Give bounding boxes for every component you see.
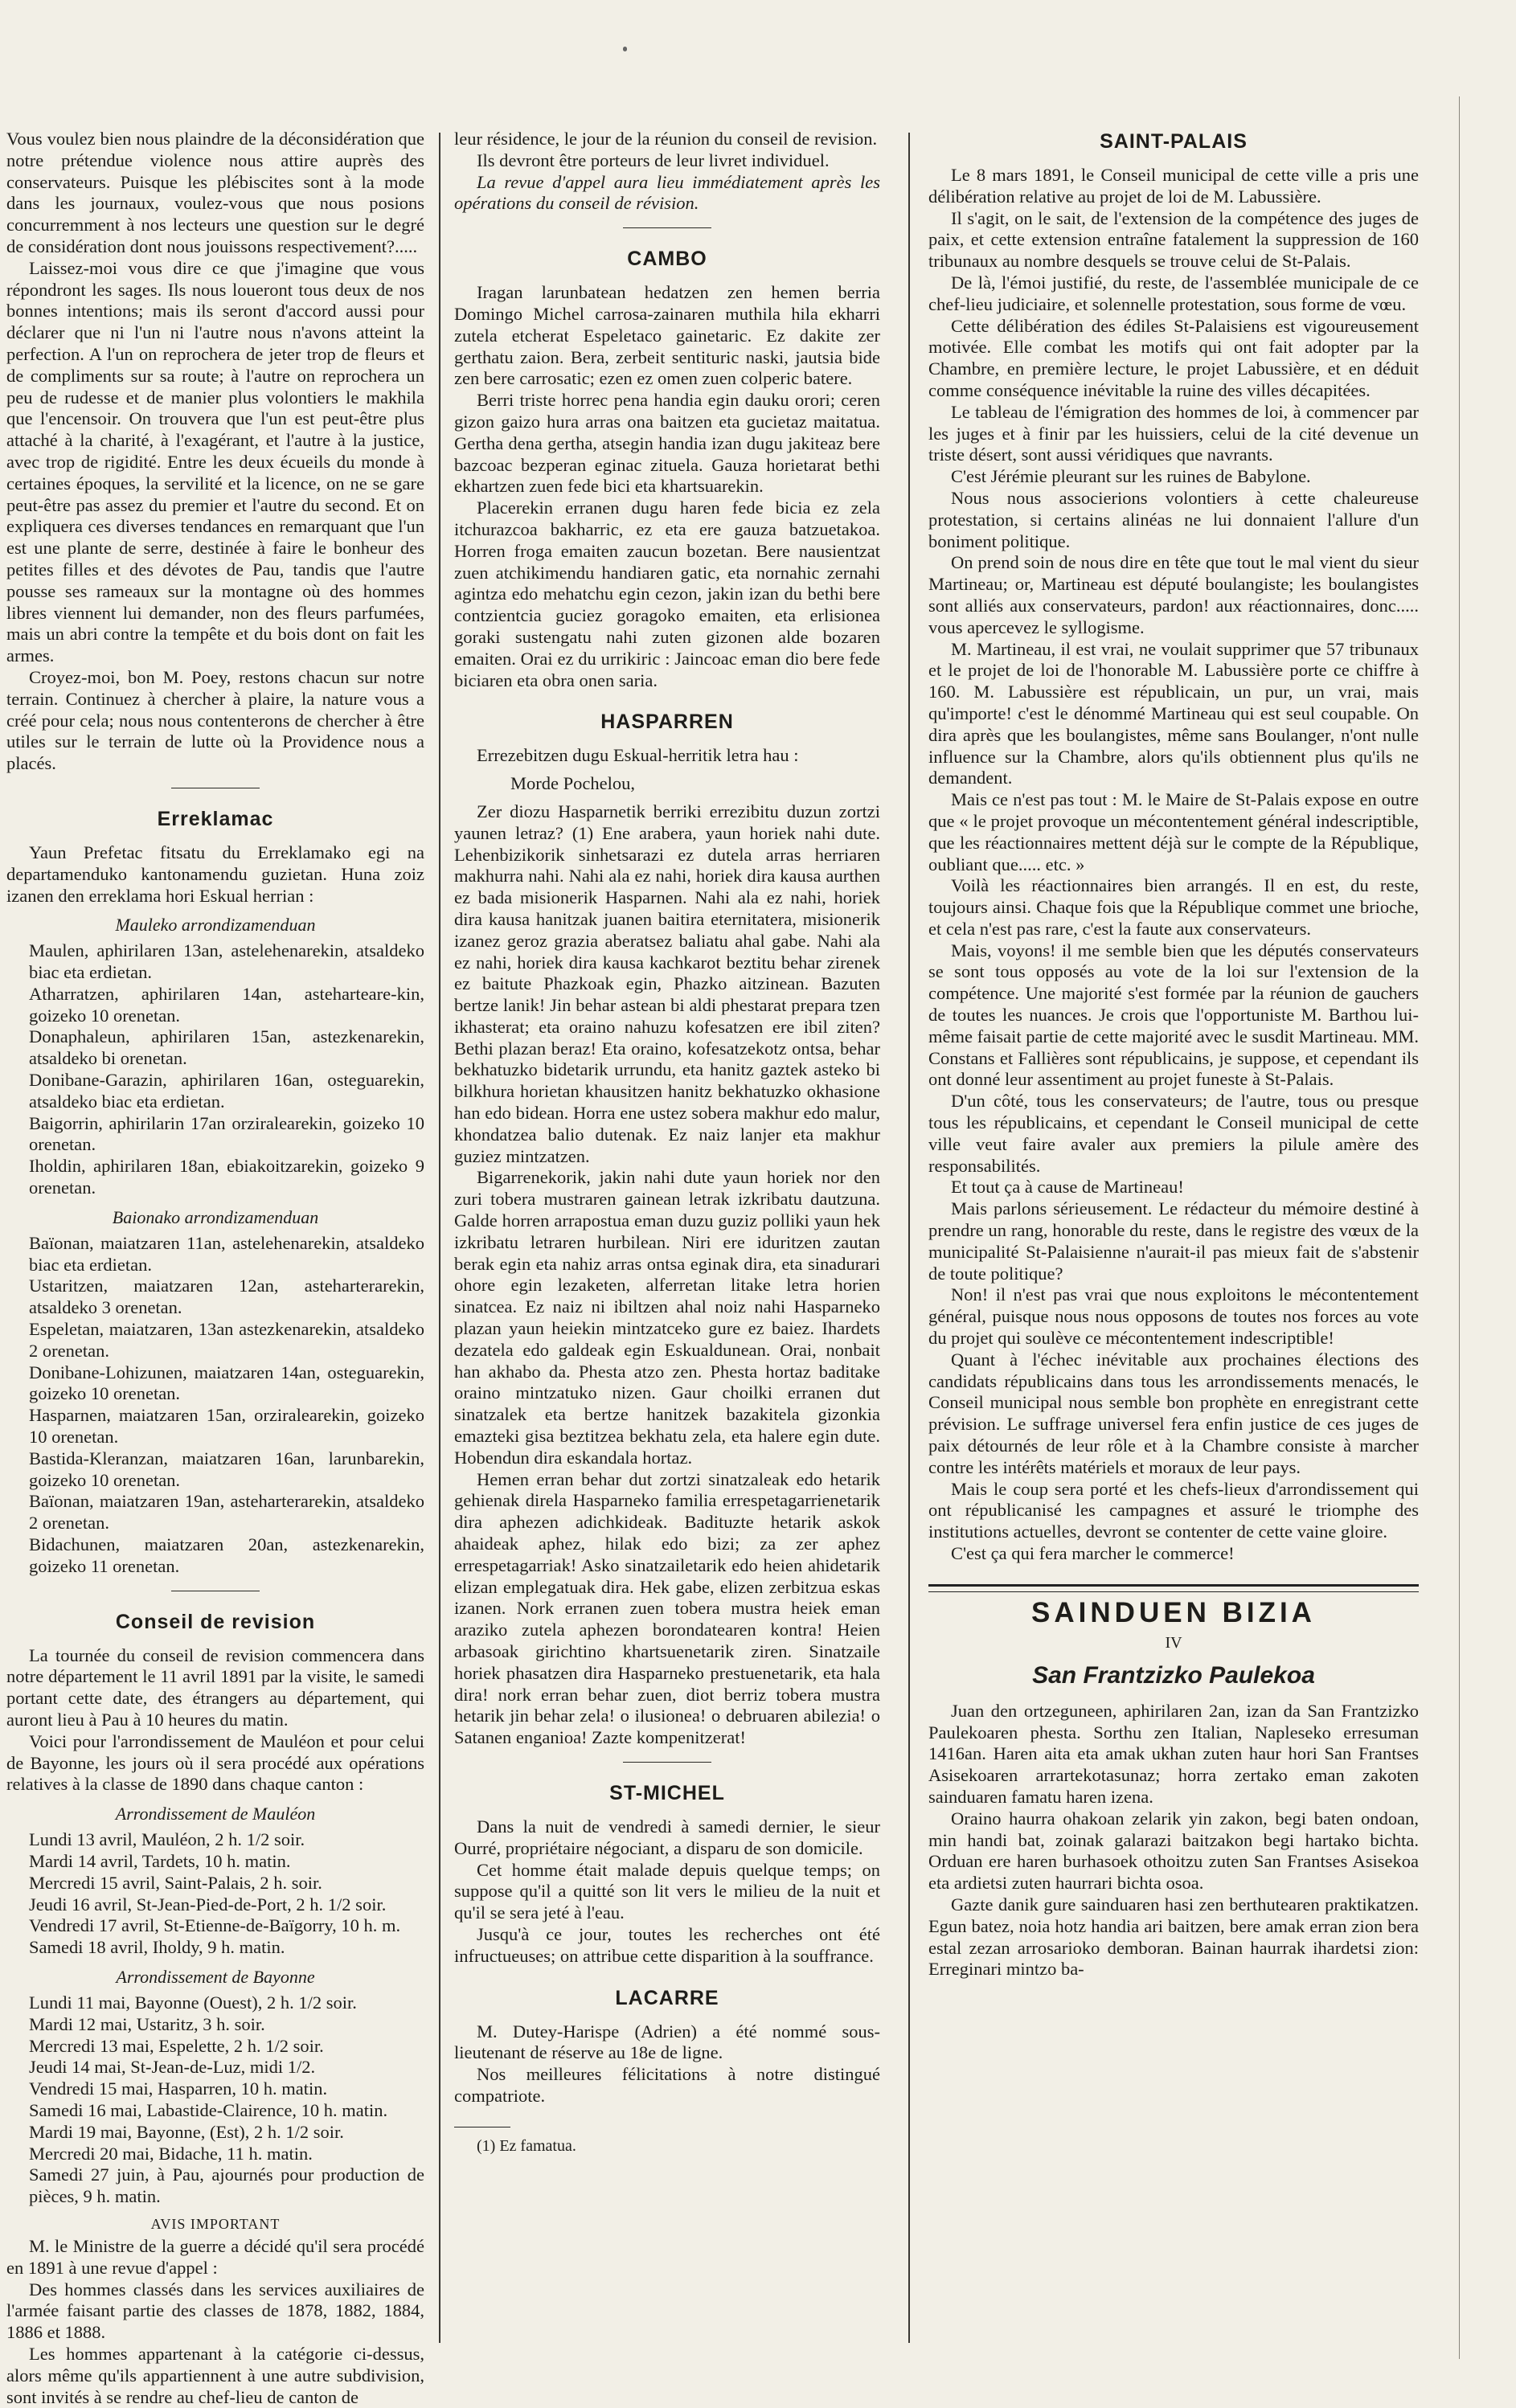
paragraph: Voici pour l'arrondissement de Mauléon et pour celui de Bayonne, les jours où il sera procédé aux opérations relatives à la classe de 1890 dans chaque canton : [6, 1730, 424, 1795]
paragraph: Les hommes appartenant à la catégorie ci-dessus, alors même qu'ils appartiennent à une autre subdivision, sont invités à se rendre au chef-lieu de canton de [6, 2343, 424, 2407]
paragraph: Nos meilleures félicitations à notre distingué compatriote. [454, 2064, 880, 2106]
paragraph: Placerekin erranen dugu haren fede bicia ez zela itchurazcoa bakharric, ez eta ere gauza batzuetakoa. Horren froga emaiten zaucun bozetan. Bere nausientzat zuen atchikimendu handiaren gatic, eta nornahic zernahi agintza edo mehatchu egin cezon, jakin izan du bethi bere contzientcia guciez goragoko emaiten, eta erlisionea goraki sustengatu nahi zuten gizonen alde bozaren emaiten. Orai ez du urrikiric : Jaincoac eman dio bere fede biciaren eta obra onen saria. [454, 498, 880, 690]
ink-speck [623, 47, 627, 51]
paragraph: Bigarrenekorik, jakin nahi dute yaun horiek nor den zuri tobera mustraren gainean letrak izkribatu dautzuna. Galde horren arrapostua eman duzu guziz polliki yaun hek izkribatu letraren hurbilean. Niri ere iduritzen zautan berak egin eta nahiz arras ontsa eginak dira, eta sinadurari ohore egin lezaketen, alferretan litake letra horien sinatcea. Ez naiz ni ibiltzen ahal noiz nahi Hasparneko plazan yaun heiekin mintzatceko gure ez baiez. Ihardets dezatela edo galdeak egin Eskualdunean. Orai, nonbait han akhabo da. Phesta atzo zen. Phesta hortaz baditake oraino mintzatuko nizen. Gaur choilki erranen dut sinatzalek eta bertze hanitzek bazakitela gizonkia emazteki gisa beztitzea bekhatu zela, eta halere egin dute. Hobendun dira eskandala hortaz. [454, 1167, 880, 1468]
paragraph: Le tableau de l'émigration des hommes de loi, à commencer par les juges et à finir par les huissiers, celui de la cité devenue un triste désert, sont aussi véridiques que navrants. [928, 401, 1419, 465]
list-item: Mercredi 15 avril, Saint-Palais, 2 h. soir. [29, 1872, 322, 1893]
list-item: Mercredi 20 mai, Bidache, 11 h. matin. [29, 2143, 313, 2164]
paragraph: Juan den ortzeguneen, aphirilaren 2an, izan da San Frantzizko Paulekoaren phesta. Sorthu zen Italian, Napleseko erresuman 1416an. Haren aita eta amak ukhan zuten haur hori San Frantses Asisekoaren arrartekotasunaz; horra zertako eman zakoten sainduaren famatu haren izena. [928, 1700, 1419, 1807]
section-rule [928, 1584, 1419, 1592]
list-item: Jeudi 14 mai, St-Jean-de-Luz, midi 1/2. [29, 2057, 316, 2078]
footnote: (1) Ez famatua. [477, 2136, 576, 2155]
list-item: Bastida-Kleranzan, maiatzaren 16an, larunbarekin, goizeko 10 orenetan. [29, 1448, 424, 1490]
paragraph: Voilà les réactionnaires bien arrangés. Il en est, du reste, toujours ainsi. Chaque fois que la République commet une brioche, et cela n'est pas rare, c'est la faute aux conservateurs. [928, 875, 1419, 939]
column-divider [908, 133, 910, 2343]
paragraph: Croyez-moi, bon M. Poey, restons chacun sur notre terrain. Continuez à chercher à plaire, la nature vous a créé pour cela; nous nous contenterons de chercher à être utiles sur le terrain de lutte où la Providence nous a placés. [6, 666, 424, 774]
list-item: Atharratzen, aphirilaren 14an, asteharteare-kin, goizeko 10 orenetan. [29, 983, 424, 1026]
salutation: Morde Pochelou, [510, 773, 635, 794]
paragraph: Laissez-moi vous dire ce que j'imagine que vous répondront les sages. Ils nous loueront tous deux de nos bonnes intentions; mais ils seront d'accord aussi pour déclarer que ni l'un ni l'autre nous n'avons atteint la perfection. A l'un on reprochera de jeter trop de fleurs et de compliments sur sa route; à l'autre on reprochera un peu de rudesse et de manier plus volontiers le makhila que l'encensoir. On trouvera que l'un est peut-être plus attaché à la charité, à l'exagérant, et l'autre à la justice, avec trop de rigidité. Entre les deux écueils du monde à certaines époques, la servilité et la licence, on ne se gare peut-être pas assez du premier et l'autre du second. Et on expliquera ces diverses tendances en remarquant que l'un est une plante de serre, destinée à faire le bonheur des petites filles et des dévotes de Pau, tandis que l'autre pousse ses rameaux sur la montagne où des hommes libres viennent lui demander, non des fleurs parfumées, mais un abri contre la tempête et du bois dont on fait les armes. [6, 257, 424, 666]
section-title-sainduen-bizia: SAINDUEN BIZIA [1031, 1596, 1316, 1628]
paragraph: Mais le coup sera porté et les chefs-lieux d'arrondissement qui ont républicanisé les campagnes et assuré le triomphe des institutions actuelles, devront se contenter de cette vaine gloire. [928, 1478, 1419, 1542]
paragraph: Hemen erran behar dut zortzi sinatzaleak edo hetarik gehienak direla Hasparneko familia errespetagarrienetarik dira aphezen adichkideak. Badituzte hetarik askok ahaideak aphez, hilak edo bizi; za zer aphez errespetagarriak! Asko sinatzailetarik edo heien ahidetarik elizan emplegatuak dira. Hek gabe, elizen zerbitzua eskas izanen. Nork erranen zuen tobera mustra heiek eman araziko zutela aphezen borondatearen kontra! Heien arbasoak girichtino khartsuenetarik ziren. Sinatzaile horiek phasatzen dira Hasparneko prestuenetarik, eta hala dira! nork erran behar zuen, diot berriz tobera mustra hetarik jin behar zela! o ilusionea! o debruaren abilezia! o Satanen enganioa! Zazte kompenitzerat! [454, 1468, 880, 1748]
schedule-list [6, 1233, 424, 1578]
list-item: Hasparnen, maiatzaren 15an, orziralearekin, goizeko 10 orenetan. [29, 1405, 424, 1448]
paragraph: C'est Jérémie pleurant sur les ruines de Babylone. [951, 466, 1311, 487]
list-item: Lundi 13 avril, Mauléon, 2 h. 1/2 soir. [29, 1829, 305, 1850]
paragraph: C'est ça qui fera marcher le commerce! [951, 1543, 1235, 1563]
paragraph: Le 8 mars 1891, le Conseil municipal de cette ville a pris une délibération relative au projet de loi de M. Labussière. [928, 165, 1419, 207]
schedule-list [6, 1829, 424, 1959]
column-middle [454, 129, 880, 2359]
list-item: Bidachunen, maiatzaren 20an, astezkenarekin, goizeko 11 orenetan. [29, 1534, 424, 1576]
subsection-title: Arrondissement de Mauléon [115, 1804, 316, 1824]
subsection-title: Mauleko arrondizamenduan [115, 915, 316, 936]
separator [623, 227, 711, 228]
list-item: Donibane-Garazin, aphirilaren 16an, osteguarekin, atsaldeko biac eta erdietan. [29, 1070, 424, 1112]
paragraph: Yaun Prefetac fitsatu du Erreklamako egi na departamenduko kantonamendu guzietan. Huna zoiz izanen den erreklama hori Eskual herrian : [6, 842, 424, 906]
paragraph: M. Martineau, il est vrai, ne voulait supprimer que 57 tribunaux et le projet de loi de l'honorable M. Labussière porte ce chiffre à 160. M. Labussière est républicain, un pur, un vrai, mais qu'importe! c'est le dénommé Martineau qui est seul coupable. On dira après que les boulangistes, même sans Boulanger, n'ont nulle influence sur la Chambre, alors qu'ils obtiennent plus qu'ils ne demandent. [928, 638, 1419, 788]
paragraph: Non! il n'est pas vrai que nous exploitons le mécontentement général, puisque nous nous opposons de toutes nos forces au vote du projet qui soulève ce mécontentement indescriptible! [928, 1284, 1419, 1349]
paragraph: D'un côté, tous les conservateurs; de l'autre, tous ou presque tous les républicains, et cependant le Conseil municipal de cette ville veut faire avaler aux premiers la pilule amère des responsabilités. [928, 1091, 1419, 1176]
paragraph: Ils devront être porteurs de leur livret individuel. [477, 149, 830, 170]
section-title-cambo: CAMBO [627, 248, 707, 271]
list-item: Mardi 14 avril, Tardets, 10 h. matin. [29, 1850, 291, 1871]
list-item: Mardi 19 mai, Bayonne, (Est), 2 h. 1/2 soir. [29, 2121, 344, 2142]
paragraph: Jusqu'à ce jour, toutes les recherches ont été infructueuses; on attribue cette disparition à la souffrance. [454, 1923, 880, 1966]
list-item: Mercredi 13 mai, Espelette, 2 h. 1/2 soir. [29, 2035, 324, 2056]
paragraph: La revue d'appel aura lieu immédiatement après les opérations du conseil de révision. [454, 171, 880, 214]
list-item: Ustaritzen, maiatzaren 12an, asteharterarekin, atsaldeko 3 orenetan. [29, 1276, 424, 1318]
separator [623, 1762, 711, 1763]
article-subtitle: San Frantzizko Paulekoa [1032, 1661, 1315, 1689]
list-item: Espeletan, maiatzaren, 13an astezkenarekin, atsaldeko 2 orenetan. [29, 1319, 424, 1361]
list-item: Mardi 12 mai, Ustaritz, 3 h. soir. [29, 2013, 265, 2034]
paragraph: Mais ce n'est pas tout : M. le Maire de St-Palais expose en outre que « le projet provoque un mécontentement général indescriptible, que les réactionnaires mettent déjà sur le compte de la République, oubliant que..... etc. » [928, 789, 1419, 874]
list-item: Samedi 16 mai, Labastide-Clairence, 10 h. matin. [29, 2099, 388, 2120]
notice-title: AVIS IMPORTANT [150, 2215, 281, 2232]
paragraph: Il s'agit, on le sait, de l'extension de la compétence des juges de paix, et cette extension entraîne fatalement la suppression de 160 tribunaux au nombre desquels se trouve celui de St-Palais. [928, 207, 1419, 272]
list-item: Iholdin, aphirilaren 18an, ebiakoitzarekin, goizeko 9 orenetan. [29, 1156, 424, 1198]
subsection-title: Baionako arrondizamenduan [112, 1206, 319, 1227]
paragraph: Berri triste horrec pena handia egin dauku orori; ceren gizon gaizo hura arras ona baitzen eta gucietaz maitatua. Gertha dena gertha, atsegin handia izan dugu jakiteaz bere bazcoac bezperan eginac zituela. Gauza horietarat bethi ekhartzen zuen fede bici eta khartsuarekin. [454, 390, 880, 497]
section-title-conseil: Conseil de revision [115, 1610, 316, 1633]
paragraph: De là, l'émoi justifié, du reste, de l'assemblée municipale de ce chef-lieu judiciaire, et solennelle protestation, sous forme de vœu. [928, 272, 1419, 314]
list-item: Jeudi 16 avril, St-Jean-Pied-de-Port, 2 h. 1/2 soir. [29, 1894, 387, 1915]
page-edge-line [1459, 96, 1460, 2359]
paragraph: La tournée du conseil de revision commencera dans notre département le 11 avril 1891 par la visite, le samedi portant cette date, des étrangers au département, qui auront lieu à Pau à 10 heures du matin. [6, 1644, 424, 1730]
paragraph: Oraino haurra ohakoan zelarik yin zakon, begi baten ondoan, min handi bat, zoinak galarazi baitzakon begi hartako bichta. Orduan ere haren burhasoek othoitzu zuten San Frantses Asisekoa eta ardietsi zuten haurrari bichta osoa. [928, 1808, 1419, 1894]
paragraph: Mais parlons sérieusement. Le rédacteur du mémoire destiné à prendre un rang, honorable du reste, dans le registre des vœux de la municipalité St-Palaisienne n'aurait-il pas mieux fait de s'abstenir de toute politique? [928, 1198, 1419, 1284]
list-item: Baïonan, maiatzaren 11an, astelehenarekin, atsaldeko biac eta erdietan. [29, 1232, 424, 1275]
list-item: Lundi 11 mai, Bayonne (Ouest), 2 h. 1/2 soir. [29, 1992, 357, 2013]
section-title-saint-palais: SAINT-PALAIS [1100, 130, 1248, 153]
paragraph: Mais, voyons! il me semble bien que les députés conservateurs se sont tous opposés au vote de la loi sur l'extension de la compétence. Une majorité s'est formée par la réunion de gauchers de toutes les nuances. Je crois que l'opportuniste M. Barthou lui-même faisait partie de cette majorité avec le susdit Martineau. MM. Constans et Fallières sont républicains, je suppose, et cependant ils ont donné leur assentiment au projet funeste à St-Palais. [928, 940, 1419, 1090]
section-title-lacarre: LACARRE [615, 1986, 719, 2009]
paragraph: Errezebitzen dugu Eskual-herritik letra hau : [477, 745, 799, 766]
paragraph: M. le Ministre de la guerre a décidé qu'il sera procédé en 1891 à une revue d'appel : [6, 2235, 424, 2278]
section-title-hasparren: HASPARREN [600, 711, 734, 734]
paragraph: Gazte danik gure sainduaren hasi zen berthutearen praktikatzen. Egun batez, noia hotz handia ari baitzen, bere amak erran zion bera estal zezan arrosarioko demboran. Bainan haurrak ihardetsi zion: Erreginari mintzo ba- [928, 1894, 1419, 1980]
list-item: Vendredi 15 mai, Hasparren, 10 h. matin. [29, 2078, 328, 2099]
list-item: Baïonan, maiatzaren 19an, asteharterarekin, atsaldeko 2 orenetan. [29, 1491, 424, 1534]
paragraph: Cette délibération des édiles St-Palaisiens est vigoureusement motivée. Elle combat les motifs qui ont fait adopter par la Chambre, en première lecture, le projet Labussière, et en déduit comme conséquence inévitable la ruine des villes décapitées. [928, 315, 1419, 400]
section-title-stmichel: ST-MICHEL [609, 1781, 725, 1804]
paragraph: leur résidence, le jour de la réunion du conseil de revision. [454, 129, 878, 149]
column-divider [439, 133, 440, 2343]
paragraph: Nous nous associerions volontiers à cette chaleureuse protestation, si certains alinéas ne lui donnaient l'allure d'un boniment politique. [928, 487, 1419, 551]
paragraph: Iragan larunbatean hedatzen zen hemen berria Domingo Michel carrosa-zainaren muthila hila ekharri zutela etcherat Espeletaco gainetaric. Ez dakite zer gerthatu zaion. Bera, zerbeit sentituric naski, jautsia bide zen bere carrosatic; ezen ez omen zuen colperic batere. [454, 282, 880, 389]
list-item: Vendredi 17 avril, St-Etienne-de-Baïgorry, 10 h. m. [29, 1915, 401, 1936]
list-item: Samedi 27 juin, à Pau, ajournés pour production de pièces, 9 h. matin. [29, 2164, 424, 2207]
schedule-list [6, 940, 424, 1199]
paragraph: Vous voulez bien nous plaindre de la déconsidération que notre prétendue violence nous attire auprès des conservateurs. Puisque les plébiscites sont à la mode dans les journaux, voulez-vous que nous posions concurremment à nos lecteurs une question sur le degré de considération dont nous jouissons respectivement?..... [6, 129, 424, 256]
list-item: Samedi 18 avril, Iholdy, 9 h. matin. [29, 1937, 285, 1958]
paragraph: Dans la nuit de vendredi à samedi dernier, le sieur Ourré, propriétaire négociant, a disparu de son domicile. [454, 1816, 880, 1858]
paragraph: M. Dutey-Harispe (Adrien) a été nommé sous-lieutenant de réserve au 18e de ligne. [454, 2021, 880, 2063]
section-title-erreklamac: Erreklamac [157, 807, 274, 830]
subsection-title: Arrondissement de Bayonne [116, 1966, 315, 1987]
installment-number: IV [1165, 1633, 1182, 1652]
list-item: Baigorrin, aphirilarin 17an orziralearekin, goizeko 10 orenetan. [29, 1112, 424, 1155]
list-item: Donaphaleun, aphirilaren 15an, astezkenarekin, atsaldeko bi orenetan. [29, 1026, 424, 1069]
paragraph: Des hommes classés dans les services auxiliaires de l'armée faisant partie des classes de 1878, 1882, 1884, 1886 et 1888. [6, 2279, 424, 2343]
list-item: Donibane-Lohizunen, maiatzaren 14an, osteguarekin, goizeko 10 orenetan. [29, 1362, 424, 1404]
paragraph: Et tout ça à cause de Martineau! [951, 1177, 1184, 1198]
list-item: Maulen, aphirilaren 13an, astelehenarekin, atsaldeko biac eta erdietan. [29, 940, 424, 983]
column-left [6, 129, 424, 2407]
paragraph: Zer diozu Hasparnetik berriki errezibitu duzun zortzi yaunen letraz? (1) Ene arabera, yaun horiek nahi dute. Lehenbizikorik sinhetsarazi ez dutela arras herriaren makhurra nahi. Nahi ala ez nahi, horiek dira kausa aurthen ez bada misionerik Hasparnen. Nahi ala ez nahi, horiek dira kausa hanitzak juanen baitira eternitatera, misionerik izanez geroz grazia aberatsez baliatu ahal gabe. Nahi ala ez nahi, horiek dira kausa kachkarot beztitu behar zirenek ez baitute Phazkoak egin, Phazko aitzinean. Bazuten bertze lanik! Jin behar astean bi aldi phestarat prepara tzen ikhasterat; eta oraino nahuzu kofesatzen ere ibil ziten? Bethi plazan beraz! Eta oraino, kofesatzekotz ontsa, behar bekhatuzko bidetarik urrundu, eta hanitz gaztek asteko bi bilkhura horietan khausitzen hanitz bekhatuzko okhasione han edo bidean. Horra ene ustez sobera makhur edo malur, khondatzea balio dutenak. Ez naiz lanjer eta makhur guziez mintzatzen. [454, 801, 880, 1166]
paragraph: Quant à l'échec inévitable aux prochaines élections des candidats républicains dans tous les arrondissements menacés, le Conseil municipal nous semble bon prophète en enregistrant cette prévision. Le suffrage universel fera enfin justice de ces juges de paix détournés de leur rôle et à la Chambre consiste à marcher contre les intérêts matériels et moraux de leur pays. [928, 1349, 1419, 1477]
paragraph: On prend soin de nous dire en tête que tout le mal vient du sieur Martineau; or, Martineau est député boulangiste; les boulangistes sont alliés aux conservateurs, pardon! aux réactionnaires, donc..... vous apercevez le syllogisme. [928, 552, 1419, 637]
schedule-list [6, 1992, 424, 2208]
column-right [928, 129, 1419, 2359]
paragraph: Cet homme était malade depuis quelque temps; on suppose qu'il a quitté son lit vers le milieu de la nuit et qu'il se sera jeté à l'eau. [454, 1859, 880, 1923]
